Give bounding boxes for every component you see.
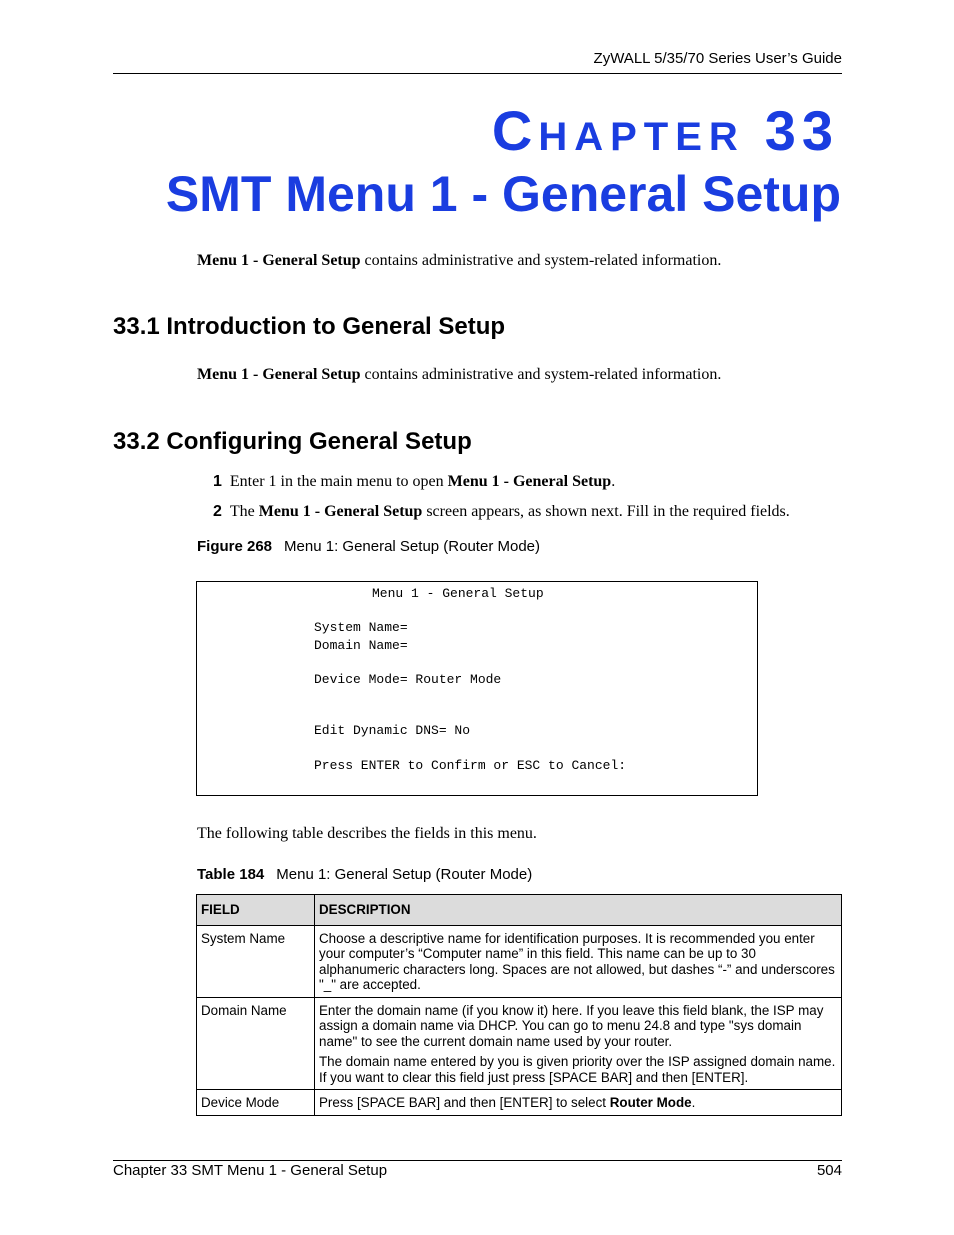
intro-paragraph	[197, 252, 721, 270]
screen-system-name: System Name=	[314, 620, 408, 635]
step-text-end: .	[611, 473, 616, 490]
field-cell: Device Mode	[197, 1090, 315, 1116]
description-bold: Router Mode	[609, 1095, 692, 1110]
footer-chapter: Chapter 33 SMT Menu 1 - General Setup	[113, 1162, 388, 1179]
running-header: ZyWALL 5/35/70 Series User’s Guide	[593, 50, 842, 67]
table-caption-text: Menu 1: General Setup (Router Mode)	[276, 866, 533, 883]
intro-text: contains administrative and system-related information.	[360, 252, 722, 269]
step-text: Enter 1 in the main menu to open	[229, 473, 448, 490]
section-heading-2: 33.2 Configuring General Setup	[113, 428, 472, 455]
figure-caption-text: Menu 1: General Setup (Router Mode)	[284, 538, 540, 555]
header-field: FIELD	[197, 895, 315, 926]
section1-text: contains administrative and system-related information.	[360, 366, 722, 383]
chapter-label-rest: HAPTER	[538, 115, 745, 159]
table-row	[197, 997, 842, 1090]
section1-bold: Menu 1 - General Setup	[197, 366, 361, 383]
table-row	[197, 925, 842, 997]
table-header-row	[197, 895, 842, 926]
step-text-end: screen appears, as shown next. Fill in the required fields.	[422, 503, 790, 520]
description-text: The domain name entered by you is given priority over the ISP assigned domain name. If you want to clear this field just press [SPACE BAR] and then [ENTER].	[319, 1054, 836, 1085]
chapter-title: SMT Menu 1 - General Setup	[165, 166, 841, 222]
step-bold: Menu 1 - General Setup	[447, 473, 612, 490]
field-cell: Domain Name	[197, 997, 315, 1090]
screen-device-mode: Device Mode= Router Mode	[314, 672, 502, 687]
table-label: Table 184	[197, 866, 265, 883]
field-description-table	[196, 894, 842, 1116]
page-number: 504	[816, 1162, 842, 1179]
step-number: 2	[213, 503, 222, 520]
description-text: Enter the domain name (if you know it) here. If you leave this field blank, the ISP may assign a domain name via DHCP. You can go to menu 24.8 and type "sys domain name" to see the current domain name used by your router.	[319, 1002, 824, 1049]
screen-prompt: Press ENTER to Confirm or ESC to Cancel:	[314, 758, 627, 773]
section1-paragraph	[197, 366, 721, 384]
footer-rule	[113, 1160, 842, 1161]
field-cell: System Name	[197, 925, 315, 997]
table-intro: The following table describes the fields in this menu.	[197, 825, 537, 842]
chapter-number: 33	[764, 99, 839, 162]
section-heading-1: 33.1 Introduction to General Setup	[113, 313, 506, 340]
screen-title: Menu 1 - General Setup	[372, 586, 544, 601]
screen-domain-name: Domain Name=	[314, 638, 408, 653]
figure-caption	[197, 538, 540, 555]
description-text: Choose a descriptive name for identification purposes. It is recommended you enter your computer’s “Computer name” in this field. This name can be up to 30 alphanumeric characters long. Spaces are not allowed, but dashes “-” and underscores "_" are accepted.	[319, 930, 835, 992]
table-row	[197, 1090, 842, 1116]
description-cell	[315, 997, 842, 1090]
step-text: The	[229, 503, 259, 520]
header-rule	[113, 73, 842, 74]
table-caption	[197, 866, 532, 883]
step-1	[213, 473, 615, 491]
header-description: DESCRIPTION	[315, 895, 842, 926]
description-cell	[315, 1090, 842, 1116]
step-2	[213, 503, 790, 521]
chapter-label	[492, 98, 839, 163]
description-text: Press [SPACE BAR] and then [ENTER] to select	[319, 1095, 610, 1110]
description-cell	[315, 925, 842, 997]
figure-label: Figure 268	[197, 538, 273, 555]
step-bold: Menu 1 - General Setup	[258, 503, 423, 520]
screen-dynamic-dns: Edit Dynamic DNS= No	[314, 723, 471, 738]
chapter-label-initial: C	[491, 99, 539, 162]
step-number: 1	[213, 473, 222, 490]
intro-bold: Menu 1 - General Setup	[197, 252, 361, 269]
description-text-end: .	[691, 1095, 696, 1110]
